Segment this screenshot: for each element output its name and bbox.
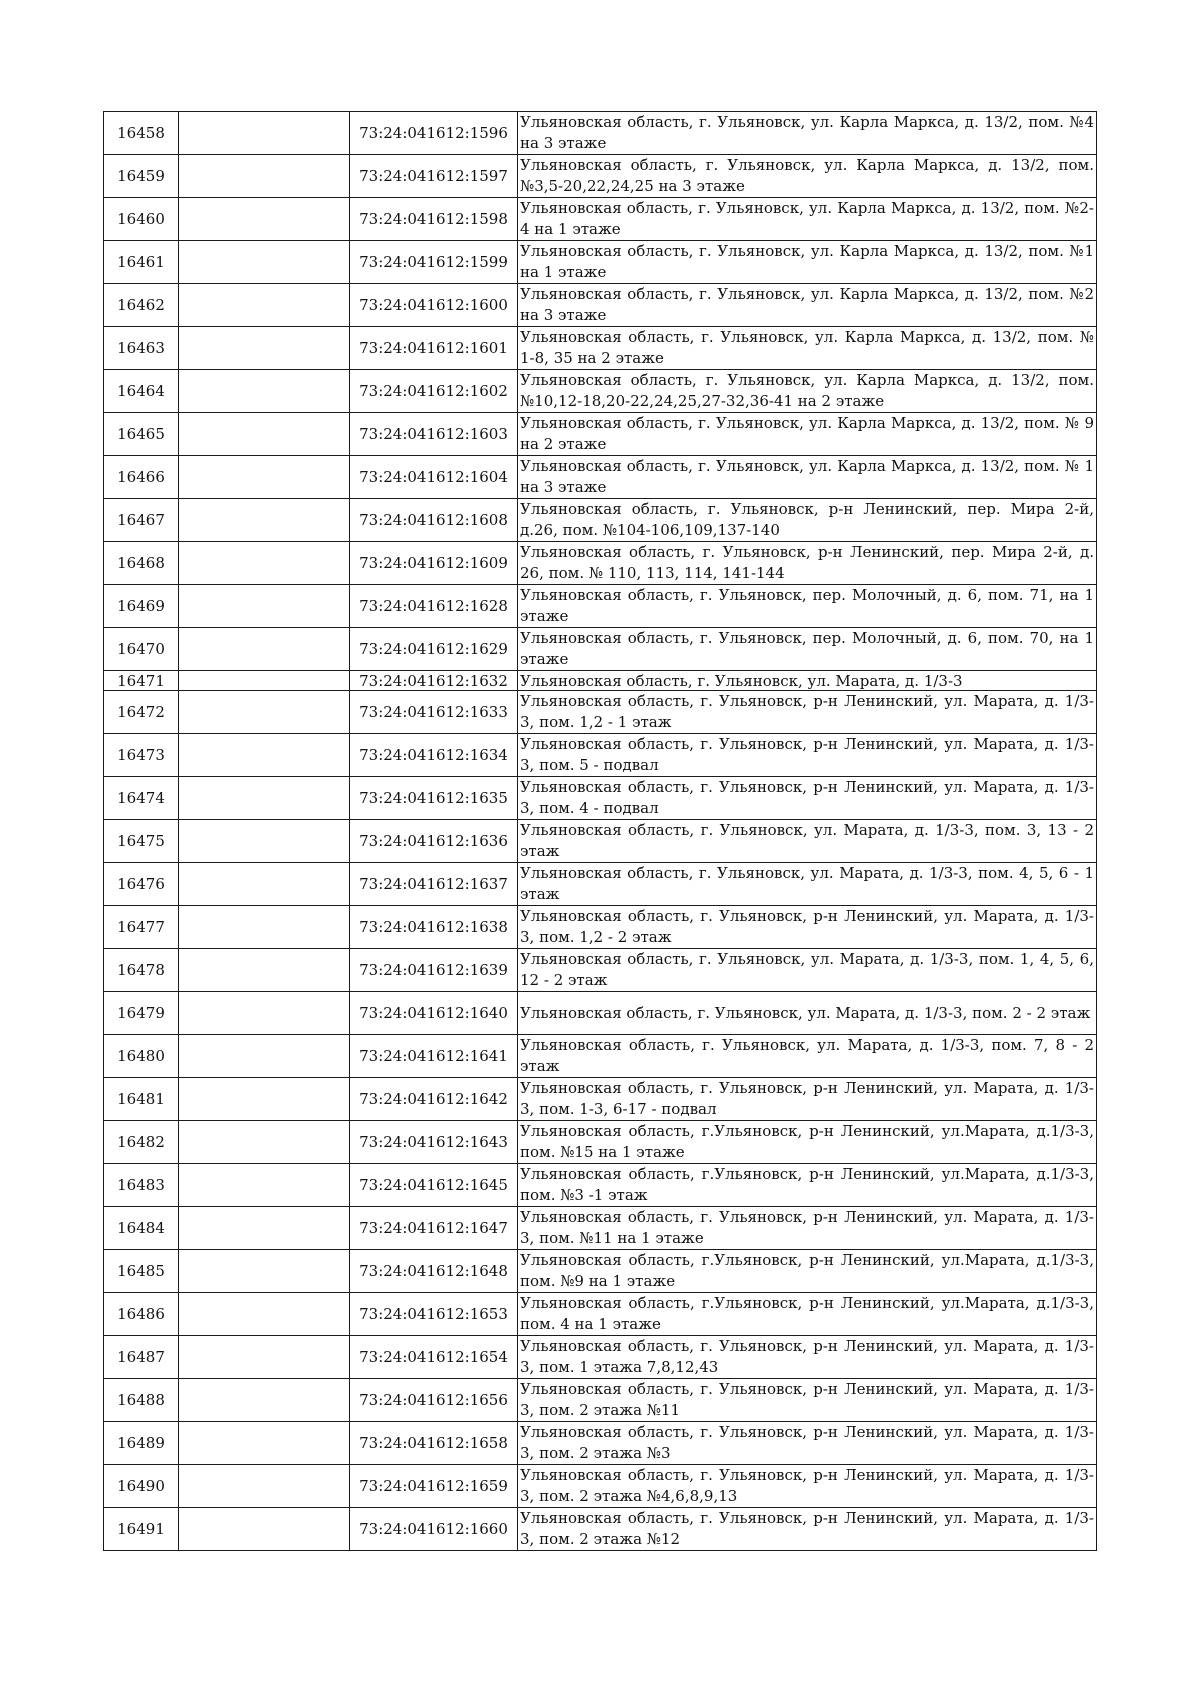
address-cell: Ульяновская область, г. Ульяновск, р-н Ленинский, ул. Марата, д. 1/3-3, пом. №11 на 1 этаже [518, 1207, 1097, 1250]
table-row [104, 155, 1097, 198]
address-cell: Ульяновская область, г. Ульяновск, ул. Марата, д. 1/3-3, пом. 2 - 2 этаж [518, 992, 1097, 1035]
table-row [104, 327, 1097, 370]
cadastral-number-cell: 73:24:041612:1628 [350, 585, 518, 628]
empty-cell [179, 1465, 350, 1508]
table-row [104, 585, 1097, 628]
record-number-cell: 16471 [104, 671, 179, 691]
record-number-cell: 16479 [104, 992, 179, 1035]
empty-cell [179, 1121, 350, 1164]
record-number-cell: 16491 [104, 1508, 179, 1551]
cadastral-number-cell: 73:24:041612:1634 [350, 734, 518, 777]
empty-cell [179, 734, 350, 777]
cadastral-number-cell: 73:24:041612:1647 [350, 1207, 518, 1250]
record-number-cell: 16466 [104, 456, 179, 499]
cadastral-number-cell: 73:24:041612:1602 [350, 370, 518, 413]
address-cell: Ульяновская область, г. Ульяновск, р-н Ленинский, ул. Марата, д. 1/3-3, пом. 2 этажа №3 [518, 1422, 1097, 1465]
address-cell: Ульяновская область, г. Ульяновск, ул. Карла Маркса, д. 13/2, пом. №1 на 1 этаже [518, 241, 1097, 284]
empty-cell [179, 284, 350, 327]
empty-cell [179, 671, 350, 691]
table-row [104, 499, 1097, 542]
record-number-cell: 16469 [104, 585, 179, 628]
empty-cell [179, 155, 350, 198]
empty-cell [179, 992, 350, 1035]
address-cell: Ульяновская область, г.Ульяновск, р-н Ленинский, ул.Марата, д.1/3-3, пом. №3 -1 этаж [518, 1164, 1097, 1207]
cadastral-number-cell: 73:24:041612:1629 [350, 628, 518, 671]
empty-cell [179, 1336, 350, 1379]
table-row [104, 1207, 1097, 1250]
empty-cell [179, 413, 350, 456]
address-cell: Ульяновская область, г. Ульяновск, р-н Ленинский, ул. Марата, д. 1/3-3, пом. 2 этажа №12 [518, 1508, 1097, 1551]
address-cell: Ульяновская область, г. Ульяновск, ул. Карла Маркса, д. 13/2, пом. №2-4 на 1 этаже [518, 198, 1097, 241]
empty-cell [179, 499, 350, 542]
address-cell: Ульяновская область, г.Ульяновск, р-н Ленинский, ул.Марата, д.1/3-3, пом. №9 на 1 этаже [518, 1250, 1097, 1293]
cadastral-number-cell: 73:24:041612:1660 [350, 1508, 518, 1551]
record-number-cell: 16460 [104, 198, 179, 241]
empty-cell [179, 1293, 350, 1336]
address-cell: Ульяновская область, г. Ульяновск, пер. Молочный, д. 6, пом. 71, на 1 этаже [518, 585, 1097, 628]
record-number-cell: 16464 [104, 370, 179, 413]
address-cell: Ульяновская область, г. Ульяновск, р-н Ленинский, ул. Марата, д. 1/3-3, пом. 1 этажа 7,8,12,43 [518, 1336, 1097, 1379]
cadastral-number-cell: 73:24:041612:1604 [350, 456, 518, 499]
record-number-cell: 16463 [104, 327, 179, 370]
record-number-cell: 16478 [104, 949, 179, 992]
empty-cell [179, 628, 350, 671]
record-number-cell: 16481 [104, 1078, 179, 1121]
cadastral-number-cell: 73:24:041612:1645 [350, 1164, 518, 1207]
address-cell: Ульяновская область, г. Ульяновск, р-н Ленинский, ул. Марата, д. 1/3-3, пом. 1,2 - 2 этаж [518, 906, 1097, 949]
address-cell: Ульяновская область, г. Ульяновск, р-н Ленинский, пер. Мира 2-й, д.26, пом. №104-106,109,137-140 [518, 499, 1097, 542]
address-cell: Ульяновская область, г. Ульяновск, ул. Карла Маркса, д. 13/2, пом. № 1-8, 35 на 2 этаже [518, 327, 1097, 370]
address-cell: Ульяновская область, г. Ульяновск, ул. Карла Маркса, д. 13/2, пом. № 1 на 3 этаже [518, 456, 1097, 499]
cadastral-number-cell: 73:24:041612:1608 [350, 499, 518, 542]
table-row [104, 284, 1097, 327]
record-number-cell: 16473 [104, 734, 179, 777]
address-cell: Ульяновская область, г. Ульяновск, р-н Ленинский, ул. Марата, д. 1/3-3, пом. 2 этажа №4,6,8,9,13 [518, 1465, 1097, 1508]
empty-cell [179, 1207, 350, 1250]
address-cell: Ульяновская область, г. Ульяновск, р-н Ленинский, ул. Марата, д. 1/3-3, пом. 2 этажа №11 [518, 1379, 1097, 1422]
address-cell: Ульяновская область, г. Ульяновск, ул. Карла Маркса, д. 13/2, пом. №2 на 3 этаже [518, 284, 1097, 327]
empty-cell [179, 863, 350, 906]
cadastral-number-cell: 73:24:041612:1658 [350, 1422, 518, 1465]
table-row [104, 1293, 1097, 1336]
empty-cell [179, 820, 350, 863]
empty-cell [179, 1035, 350, 1078]
empty-cell [179, 112, 350, 155]
cadastral-number-cell: 73:24:041612:1637 [350, 863, 518, 906]
cadastral-number-cell: 73:24:041612:1598 [350, 198, 518, 241]
record-number-cell: 16461 [104, 241, 179, 284]
address-cell: Ульяновская область, г. Ульяновск, ул. Марата, д. 1/3-3, пом. 3, 13 - 2 этаж [518, 820, 1097, 863]
address-cell: Ульяновская область, г.Ульяновск, р-н Ленинский, ул.Марата, д.1/3-3, пом. №15 на 1 этаже [518, 1121, 1097, 1164]
cadastral-number-cell: 73:24:041612:1636 [350, 820, 518, 863]
record-number-cell: 16476 [104, 863, 179, 906]
record-number-cell: 16486 [104, 1293, 179, 1336]
table-row [104, 542, 1097, 585]
registry-table [103, 111, 1097, 1551]
empty-cell [179, 1078, 350, 1121]
table-row [104, 112, 1097, 155]
address-cell: Ульяновская область, г. Ульяновск, ул. Марата, д. 1/3-3, пом. 1, 4, 5, 6, 12 - 2 этаж [518, 949, 1097, 992]
address-cell: Ульяновская область, г. Ульяновск, р-н Ленинский, ул. Марата, д. 1/3-3, пом. 1,2 - 1 этаж [518, 691, 1097, 734]
empty-cell [179, 456, 350, 499]
cadastral-number-cell: 73:24:041612:1640 [350, 992, 518, 1035]
cadastral-number-cell: 73:24:041612:1596 [350, 112, 518, 155]
cadastral-number-cell: 73:24:041612:1609 [350, 542, 518, 585]
address-cell: Ульяновская область, г. Ульяновск, ул. Марата, д. 1/3-3 [518, 671, 1097, 691]
address-cell: Ульяновская область, г. Ульяновск, ул. Карла Маркса, д. 13/2, пом. №10,12-18,20-22,24,25,27-32,36-41 на 2 этаже [518, 370, 1097, 413]
table-row [104, 1164, 1097, 1207]
record-number-cell: 16485 [104, 1250, 179, 1293]
empty-cell [179, 198, 350, 241]
empty-cell [179, 241, 350, 284]
cadastral-number-cell: 73:24:041612:1638 [350, 906, 518, 949]
address-cell: Ульяновская область, г. Ульяновск, р-н Ленинский, ул. Марата, д. 1/3-3, пом. 4 - подвал [518, 777, 1097, 820]
table-row [104, 413, 1097, 456]
record-number-cell: 16470 [104, 628, 179, 671]
empty-cell [179, 1508, 350, 1551]
record-number-cell: 16483 [104, 1164, 179, 1207]
cadastral-number-cell: 73:24:041612:1643 [350, 1121, 518, 1164]
table-row [104, 1422, 1097, 1465]
record-number-cell: 16462 [104, 284, 179, 327]
record-number-cell: 16490 [104, 1465, 179, 1508]
address-cell: Ульяновская область, г. Ульяновск, ул. Марата, д. 1/3-3, пом. 4, 5, 6 - 1 этаж [518, 863, 1097, 906]
empty-cell [179, 691, 350, 734]
table-row [104, 949, 1097, 992]
address-cell: Ульяновская область, г. Ульяновск, ул. Карла Маркса, д. 13/2, пом. № 9 на 2 этаже [518, 413, 1097, 456]
registry-table-body [104, 112, 1097, 1551]
record-number-cell: 16475 [104, 820, 179, 863]
cadastral-number-cell: 73:24:041612:1635 [350, 777, 518, 820]
table-row [104, 241, 1097, 284]
cadastral-number-cell: 73:24:041612:1639 [350, 949, 518, 992]
empty-cell [179, 1164, 350, 1207]
cadastral-number-cell: 73:24:041612:1597 [350, 155, 518, 198]
table-row [104, 456, 1097, 499]
cadastral-number-cell: 73:24:041612:1648 [350, 1250, 518, 1293]
empty-cell [179, 370, 350, 413]
table-row [104, 992, 1097, 1035]
empty-cell [179, 542, 350, 585]
table-row [104, 820, 1097, 863]
table-row [104, 198, 1097, 241]
cadastral-number-cell: 73:24:041612:1632 [350, 671, 518, 691]
cadastral-number-cell: 73:24:041612:1642 [350, 1078, 518, 1121]
table-row [104, 1336, 1097, 1379]
table-row [104, 863, 1097, 906]
table-row [104, 1508, 1097, 1551]
record-number-cell: 16468 [104, 542, 179, 585]
record-number-cell: 16489 [104, 1422, 179, 1465]
record-number-cell: 16467 [104, 499, 179, 542]
empty-cell [179, 777, 350, 820]
cadastral-number-cell: 73:24:041612:1600 [350, 284, 518, 327]
empty-cell [179, 1422, 350, 1465]
empty-cell [179, 327, 350, 370]
table-row [104, 628, 1097, 671]
table-row [104, 370, 1097, 413]
cadastral-number-cell: 73:24:041612:1603 [350, 413, 518, 456]
cadastral-number-cell: 73:24:041612:1633 [350, 691, 518, 734]
table-row [104, 671, 1097, 691]
table-row [104, 1078, 1097, 1121]
table-row [104, 1465, 1097, 1508]
empty-cell [179, 949, 350, 992]
record-number-cell: 16472 [104, 691, 179, 734]
table-row [104, 777, 1097, 820]
address-cell: Ульяновская область, г. Ульяновск, ул. Карла Маркса, д. 13/2, пом. №3,5-20,22,24,25 на 3 этаже [518, 155, 1097, 198]
record-number-cell: 16465 [104, 413, 179, 456]
cadastral-number-cell: 73:24:041612:1654 [350, 1336, 518, 1379]
empty-cell [179, 1379, 350, 1422]
cadastral-number-cell: 73:24:041612:1653 [350, 1293, 518, 1336]
table-row [104, 906, 1097, 949]
address-cell: Ульяновская область, г. Ульяновск, р-н Ленинский, пер. Мира 2-й, д. 26, пом. № 110, 113, 114, 141-144 [518, 542, 1097, 585]
cadastral-number-cell: 73:24:041612:1659 [350, 1465, 518, 1508]
address-cell: Ульяновская область, г. Ульяновск, ул. Карла Маркса, д. 13/2, пом. №4 на 3 этаже [518, 112, 1097, 155]
table-row [104, 1121, 1097, 1164]
table-row [104, 1250, 1097, 1293]
empty-cell [179, 585, 350, 628]
table-row [104, 734, 1097, 777]
record-number-cell: 16487 [104, 1336, 179, 1379]
record-number-cell: 16480 [104, 1035, 179, 1078]
table-row [104, 1035, 1097, 1078]
cadastral-number-cell: 73:24:041612:1601 [350, 327, 518, 370]
cadastral-number-cell: 73:24:041612:1599 [350, 241, 518, 284]
address-cell: Ульяновская область, г. Ульяновск, р-н Ленинский, ул. Марата, д. 1/3-3, пом. 5 - подвал [518, 734, 1097, 777]
record-number-cell: 16474 [104, 777, 179, 820]
record-number-cell: 16488 [104, 1379, 179, 1422]
cadastral-number-cell: 73:24:041612:1656 [350, 1379, 518, 1422]
empty-cell [179, 1250, 350, 1293]
table-row [104, 1379, 1097, 1422]
record-number-cell: 16477 [104, 906, 179, 949]
record-number-cell: 16482 [104, 1121, 179, 1164]
empty-cell [179, 906, 350, 949]
record-number-cell: 16484 [104, 1207, 179, 1250]
table-row [104, 691, 1097, 734]
address-cell: Ульяновская область, г.Ульяновск, р-н Ленинский, ул.Марата, д.1/3-3, пом. 4 на 1 этаже [518, 1293, 1097, 1336]
address-cell: Ульяновская область, г. Ульяновск, пер. Молочный, д. 6, пом. 70, на 1 этаже [518, 628, 1097, 671]
cadastral-number-cell: 73:24:041612:1641 [350, 1035, 518, 1078]
record-number-cell: 16459 [104, 155, 179, 198]
address-cell: Ульяновская область, г. Ульяновск, р-н Ленинский, ул. Марата, д. 1/3-3, пом. 1-3, 6-17 - подвал [518, 1078, 1097, 1121]
address-cell: Ульяновская область, г. Ульяновск, ул. Марата, д. 1/3-3, пом. 7, 8 - 2 этаж [518, 1035, 1097, 1078]
record-number-cell: 16458 [104, 112, 179, 155]
